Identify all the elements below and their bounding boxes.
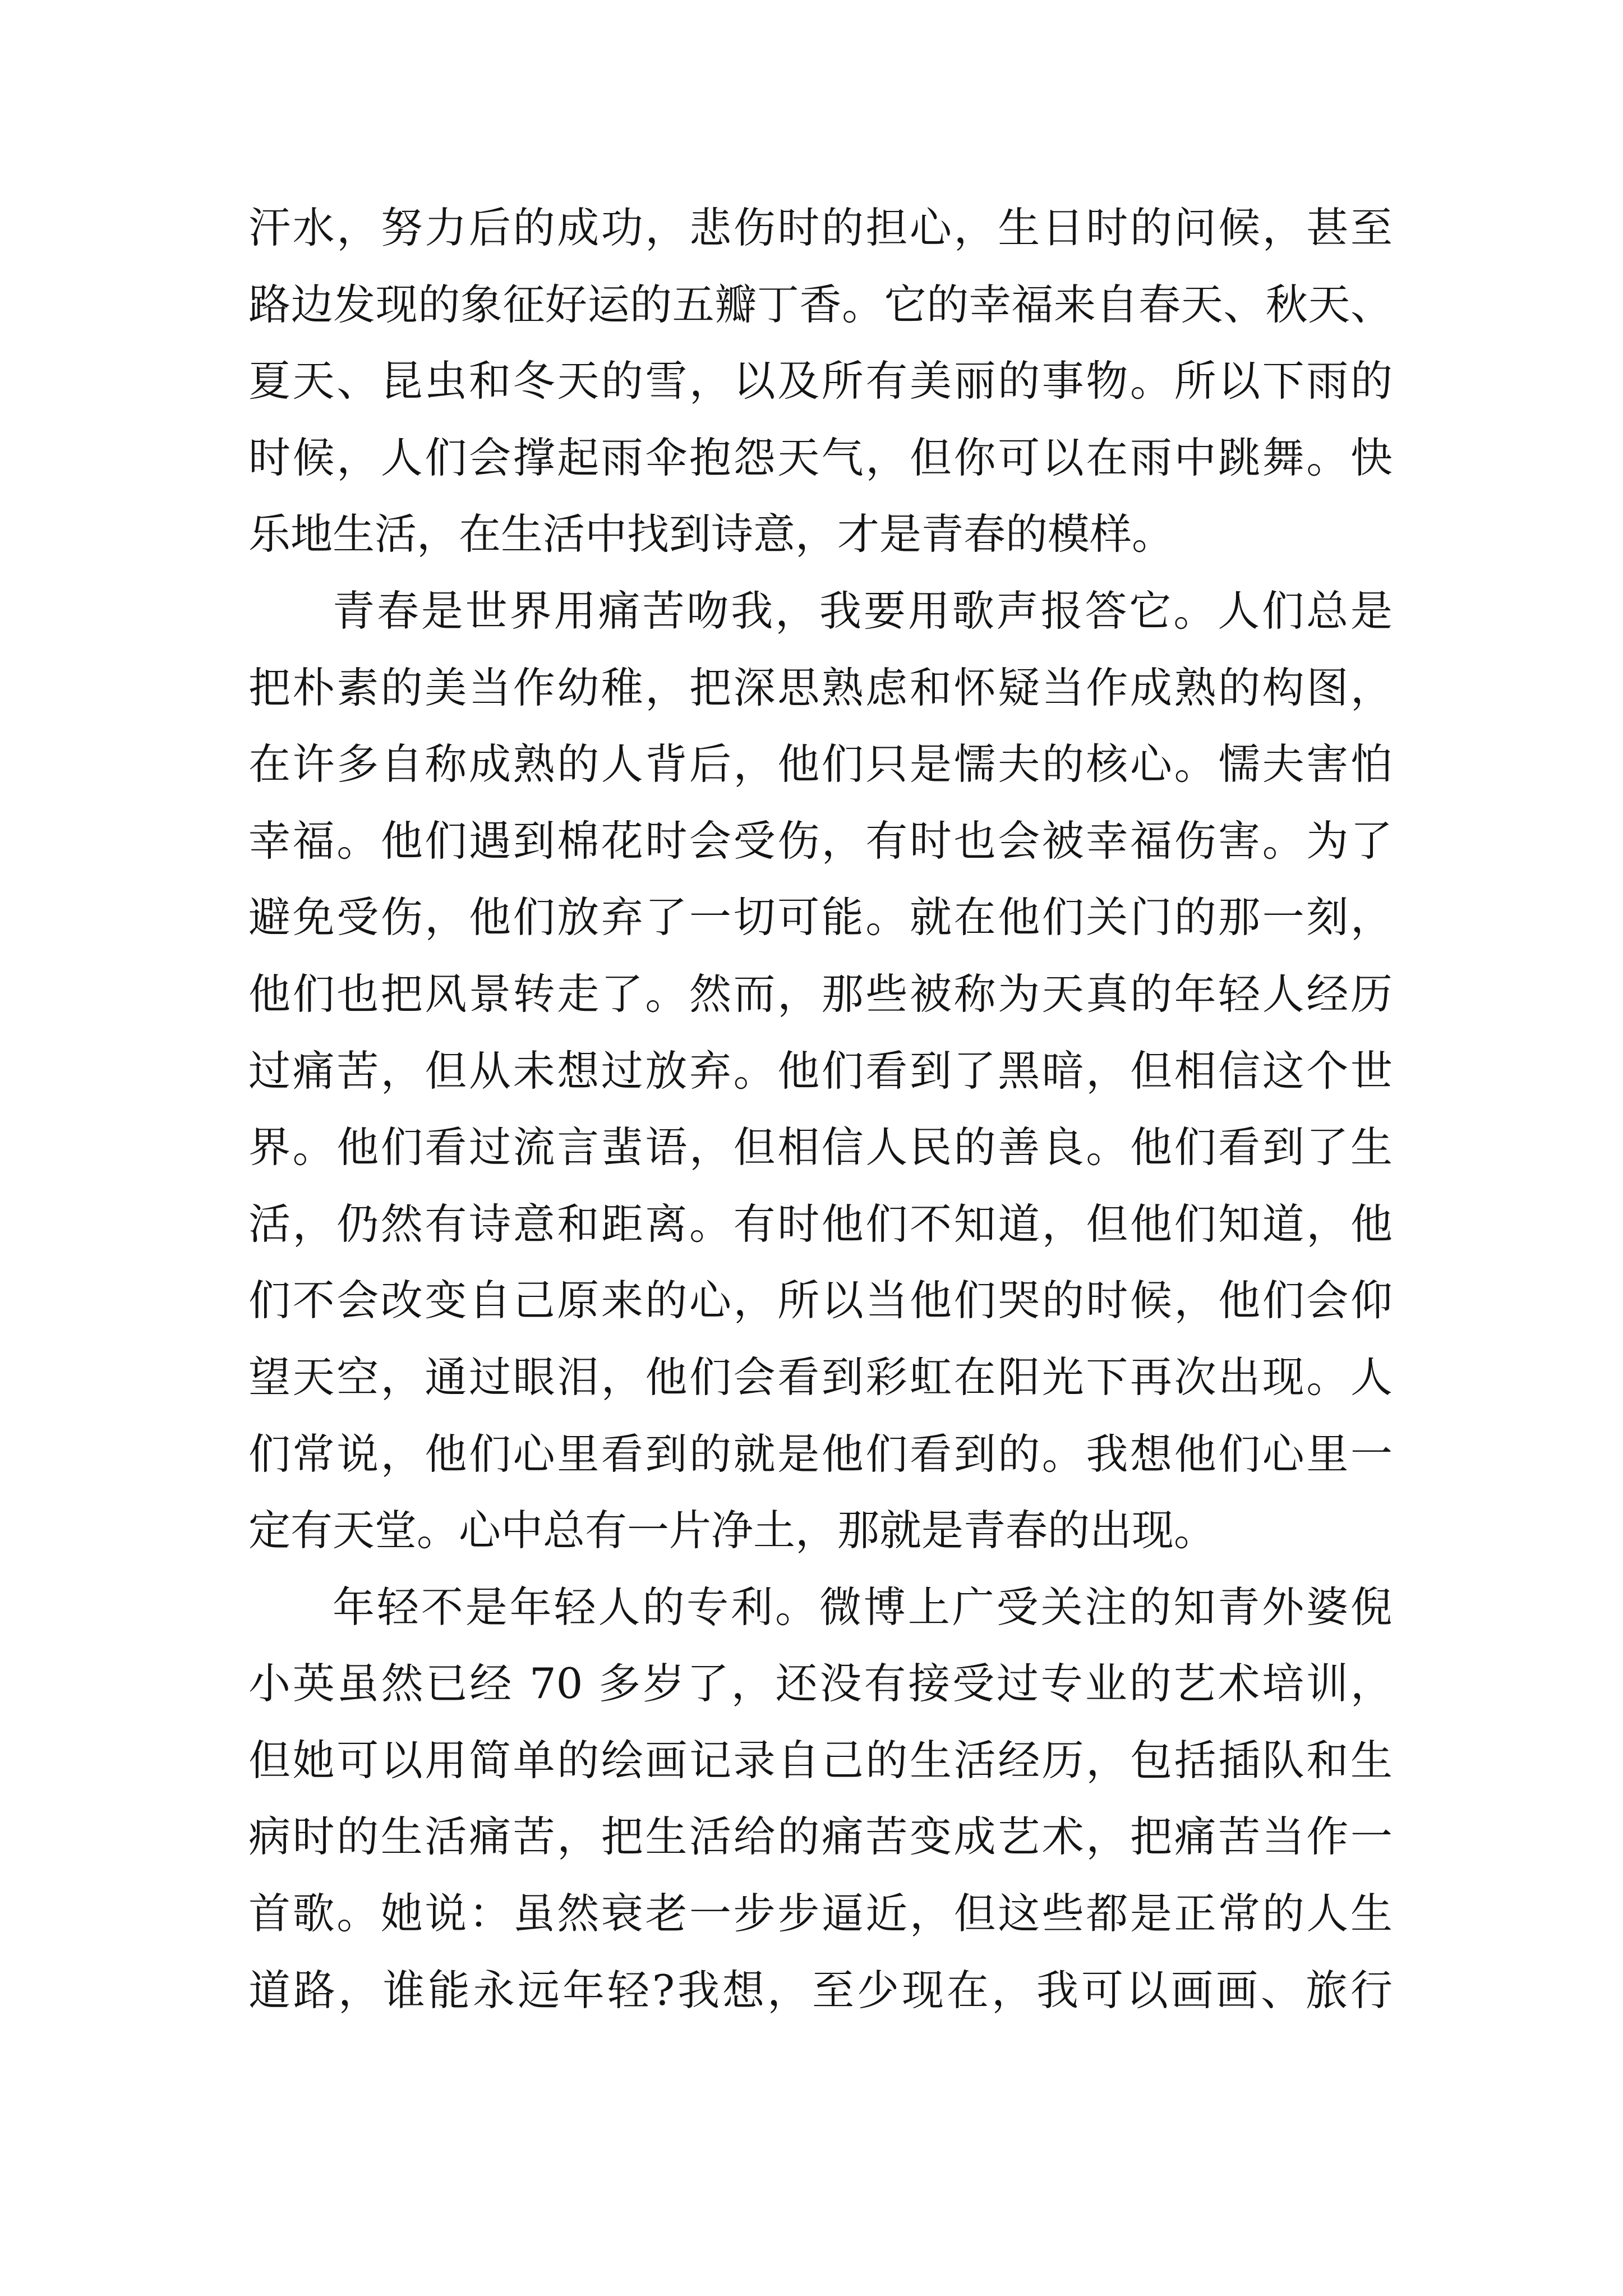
text-line: 他们也把风景转走了。然而，那些被称为天真的年轻人经历 [248,969,1393,1019]
text-line: 道路，谁能永远年轻?我想，至少现在，我可以画画、旅行 [248,1965,1393,2015]
document-body [248,190,1393,2028]
text-line: 过痛苦，但从未想过放弃。他们看到了黑暗，但相信这个世 [248,1046,1393,1096]
text-line: 时候，人们会撑起雨伞抱怨天气，但你可以在雨中跳舞。快 [248,432,1393,482]
text-line: 避免受伤，他们放弃了一切可能。就在他们关门的那一刻， [248,892,1393,942]
text-line: 路边发现的象征好运的五瓣丁香。它的幸福来自春天、秋天、 [248,279,1393,329]
paragraph-2 [248,573,1393,1569]
text-line: 们不会改变自己原来的心，所以当他们哭的时候，他们会仰 [248,1276,1393,1326]
paragraph-3 [248,1569,1393,2029]
text-line: 夏天、昆虫和冬天的雪，以及所有美丽的事物。所以下雨的 [248,356,1393,406]
text-line: 青春是世界用痛苦吻我，我要用歌声报答它。人们总是 [333,586,1393,636]
text-line: 在许多自称成熟的人背后，他们只是懦夫的核心。懦夫害怕 [248,739,1393,789]
text-line: 幸福。他们遇到棉花时会受伤，有时也会被幸福伤害。为了 [248,816,1393,866]
text-line: 汗水，努力后的成功，悲伤时的担心，生日时的问候，甚至 [248,203,1393,252]
text-line: 乐地生活，在生活中找到诗意，才是青春的模样。 [248,509,1174,559]
text-line: 首歌。她说：虽然衰老一步步逼近，但这些都是正常的人生 [248,1889,1393,1939]
text-line: 小英虽然已经 70 多岁了，还没有接受过专业的艺术培训， [248,1659,1393,1709]
text-line: 但她可以用简单的绘画记录自己的生活经历，包括插队和生 [248,1735,1393,1785]
text-line: 活，仍然有诗意和距离。有时他们不知道，但他们知道，他 [248,1199,1393,1249]
text-line: 病时的生活痛苦，把生活给的痛苦变成艺术，把痛苦当作一 [248,1812,1393,1862]
text-line: 界。他们看过流言蜚语，但相信人民的善良。他们看到了生 [248,1122,1393,1172]
text-line: 们常说，他们心里看到的就是他们看到的。我想他们心里一 [248,1429,1393,1479]
text-line: 望天空，通过眼泪，他们会看到彩虹在阳光下再次出现。人 [248,1352,1393,1402]
text-line: 定有天堂。心中总有一片净土，那就是青春的出现。 [248,1506,1216,1556]
text-line: 把朴素的美当作幼稚，把深思熟虑和怀疑当作成熟的构图， [248,662,1393,712]
text-line: 年轻不是年轻人的专利。微博上广受关注的知青外婆倪 [333,1582,1393,1632]
paragraph-1 [248,190,1393,573]
